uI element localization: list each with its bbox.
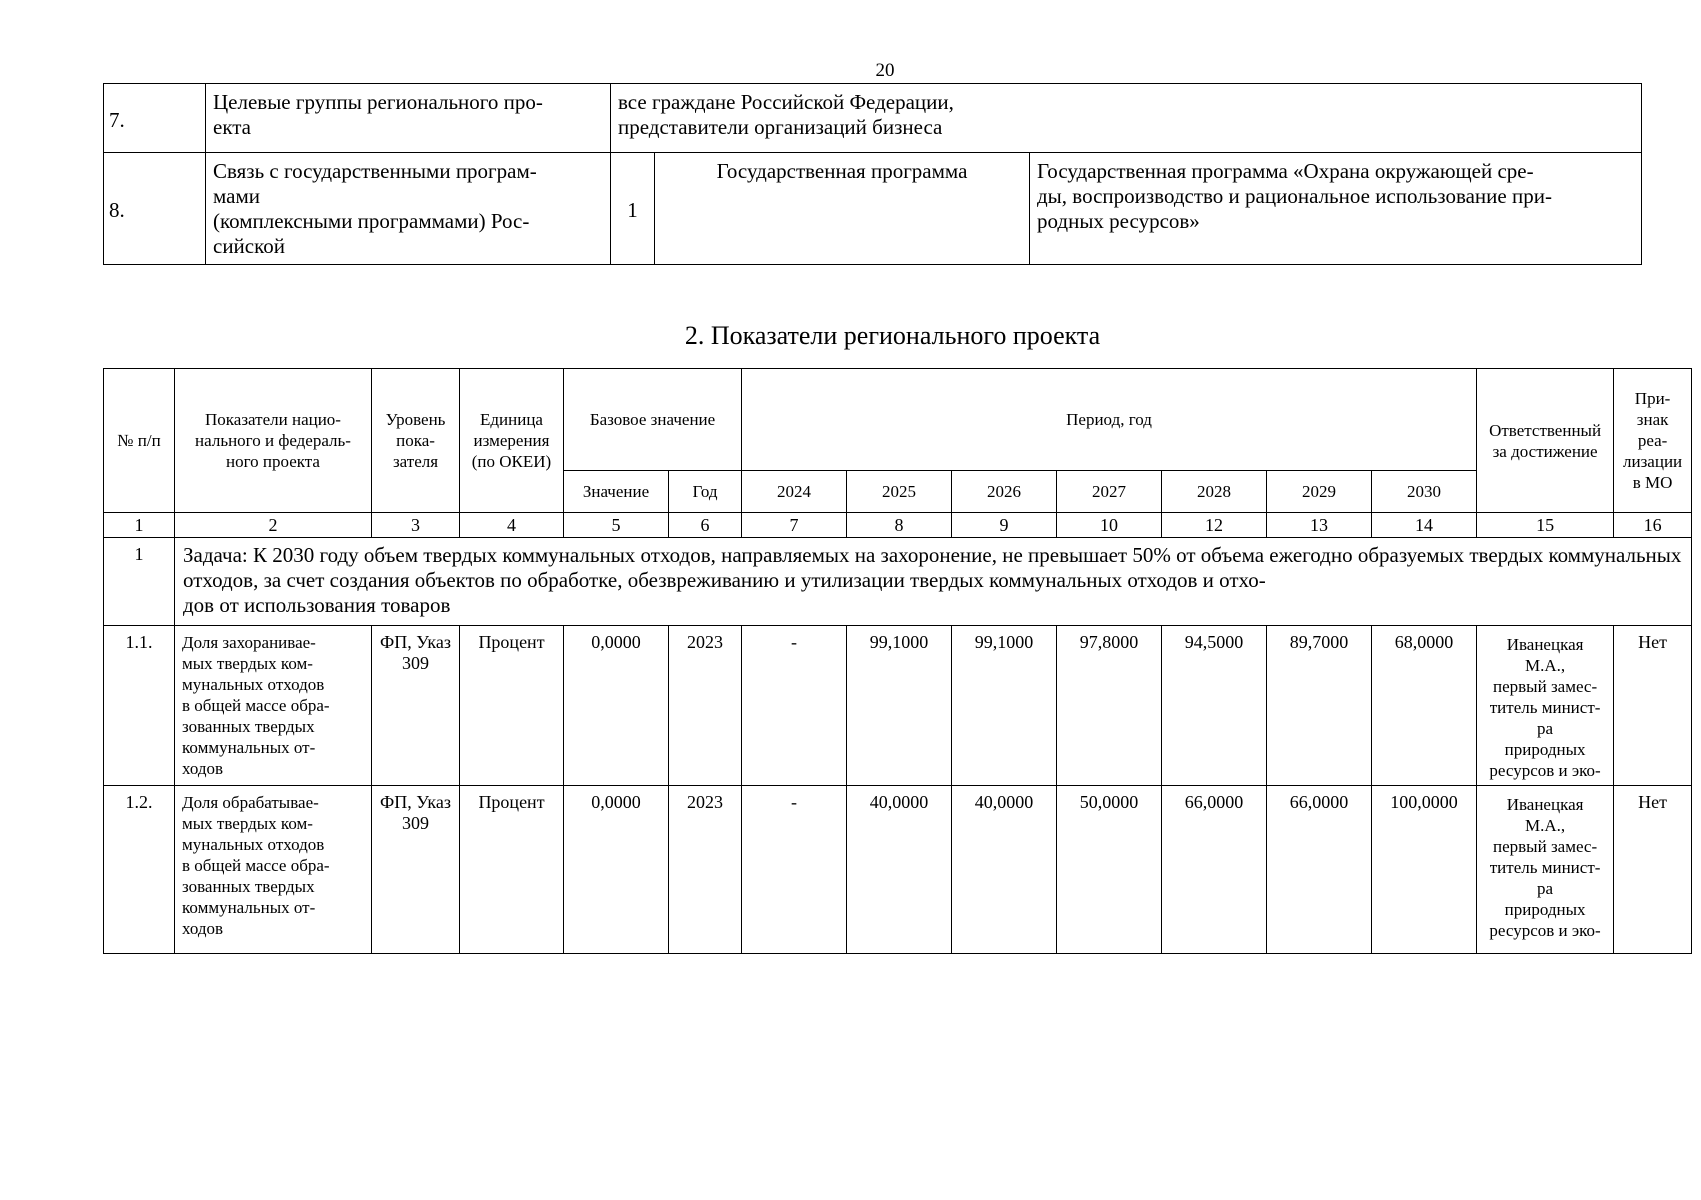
header-year: 2027 xyxy=(1057,471,1162,513)
year-value: 68,0000 xyxy=(1372,626,1477,786)
column-number: 6 xyxy=(669,513,742,538)
base-value: 0,0000 xyxy=(564,786,669,954)
implementation-sign: Нет xyxy=(1614,786,1692,954)
indicator-row xyxy=(104,626,1692,786)
indicator-level: ФП, Указ 309 xyxy=(372,786,460,954)
program-name: Государственная программа «Охрана окружающей сре- ды, воспроизводство и рациональное использование при- родных ресурсов» xyxy=(1030,153,1642,265)
header-base-value: Значение xyxy=(564,471,669,513)
header-base-year: Год xyxy=(669,471,742,513)
year-value: - xyxy=(742,786,847,954)
indicator-level: ФП, Указ 309 xyxy=(372,626,460,786)
year-value: - xyxy=(742,626,847,786)
year-value: 100,0000 xyxy=(1372,786,1477,954)
year-value: 40,0000 xyxy=(952,786,1057,954)
task-number: 1 xyxy=(104,538,175,626)
header-num: № п/п xyxy=(104,369,175,513)
indicator-number: 1.2. xyxy=(104,786,175,954)
year-value: 66,0000 xyxy=(1162,786,1267,954)
indicator-row xyxy=(104,786,1692,954)
header-responsible: Ответственный за достижение xyxy=(1477,369,1614,513)
column-number: 5 xyxy=(564,513,669,538)
base-year: 2023 xyxy=(669,626,742,786)
year-value: 99,1000 xyxy=(847,626,952,786)
task-row xyxy=(104,538,1692,626)
header-base: Базовое значение xyxy=(564,369,742,471)
column-number: 3 xyxy=(372,513,460,538)
column-number: 9 xyxy=(952,513,1057,538)
column-number: 1 xyxy=(104,513,175,538)
header-unit: Единица измерения (по ОКЕИ) xyxy=(460,369,564,513)
header-year: 2029 xyxy=(1267,471,1372,513)
year-value: 50,0000 xyxy=(1057,786,1162,954)
column-number: 8 xyxy=(847,513,952,538)
base-year: 2023 xyxy=(669,786,742,954)
indicators-table xyxy=(103,368,1692,954)
implementation-sign: Нет xyxy=(1614,626,1692,786)
column-number: 13 xyxy=(1267,513,1372,538)
indicator-name: Доля обрабатывае- мых твердых ком- мунальных отходов в общей массе обра- зованных твердых коммунальных от- ходов xyxy=(175,786,372,954)
indicator-name: Доля захоранивае- мых твердых ком- мунальных отходов в общей массе обра- зованных твердых коммунальных от- ходов xyxy=(175,626,372,786)
task-text: Задача: К 2030 году объем твердых коммунальных отходов, направляемых на захоронение, не превышает 50% от объема ежегодно образуемых твердых коммунальных отходов, за счет создания объектов по обработке, обезвреживанию и утилизации твердых коммунальных отходов и отхо- дов от использования товаров xyxy=(175,538,1692,626)
column-number: 10 xyxy=(1057,513,1162,538)
header-indicator: Показатели нацио- нального и федераль- ного проекта xyxy=(175,369,372,513)
indicator-number: 1.1. xyxy=(104,626,175,786)
indicator-unit: Процент xyxy=(460,626,564,786)
row-target-groups xyxy=(104,84,1642,153)
column-number: 16 xyxy=(1614,513,1692,538)
column-number: 4 xyxy=(460,513,564,538)
indicator-unit: Процент xyxy=(460,786,564,954)
header-row xyxy=(104,369,1692,471)
column-number: 12 xyxy=(1162,513,1267,538)
year-value: 40,0000 xyxy=(847,786,952,954)
page-number: 20 xyxy=(875,60,895,81)
year-value: 99,1000 xyxy=(952,626,1057,786)
year-value: 89,7000 xyxy=(1267,626,1372,786)
header-sign: При- знак реа- лизации в МО xyxy=(1614,369,1692,513)
section-title: 2. Показатели регионального проекта xyxy=(684,321,1101,350)
header-year: 2024 xyxy=(742,471,847,513)
column-number: 7 xyxy=(742,513,847,538)
column-number: 14 xyxy=(1372,513,1477,538)
header-period: Период, год xyxy=(742,369,1477,471)
row-label: Целевые группы регионального про- екта xyxy=(206,84,611,153)
responsible-person: Иванецкая М.А., первый замес- титель минист- ра природных ресурсов и эко- xyxy=(1477,786,1614,954)
row-number: 7. xyxy=(104,84,206,153)
year-value: 94,5000 xyxy=(1162,626,1267,786)
header-level: Уровень пока- зателя xyxy=(372,369,460,513)
year-value: 97,8000 xyxy=(1057,626,1162,786)
target-groups-value: все граждане Российской Федерации, представители организаций бизнеса xyxy=(611,84,1642,153)
column-number: 15 xyxy=(1477,513,1614,538)
program-item-number: 1 xyxy=(611,153,655,265)
row-program-link xyxy=(104,153,1642,265)
row-label: Связь с государственными програм- мами (комплексными программами) Рос- сийской xyxy=(206,153,611,265)
header-year: 2025 xyxy=(847,471,952,513)
project-info-table xyxy=(103,83,1642,265)
header-year: 2026 xyxy=(952,471,1057,513)
column-number: 2 xyxy=(175,513,372,538)
base-value: 0,0000 xyxy=(564,626,669,786)
row-number: 8. xyxy=(104,153,206,265)
program-type: Государственная программа xyxy=(655,153,1030,265)
column-number-row xyxy=(104,513,1692,538)
header-year: 2030 xyxy=(1372,471,1477,513)
header-year: 2028 xyxy=(1162,471,1267,513)
year-value: 66,0000 xyxy=(1267,786,1372,954)
responsible-person: Иванецкая М.А., первый замес- титель минист- ра природных ресурсов и эко- xyxy=(1477,626,1614,786)
